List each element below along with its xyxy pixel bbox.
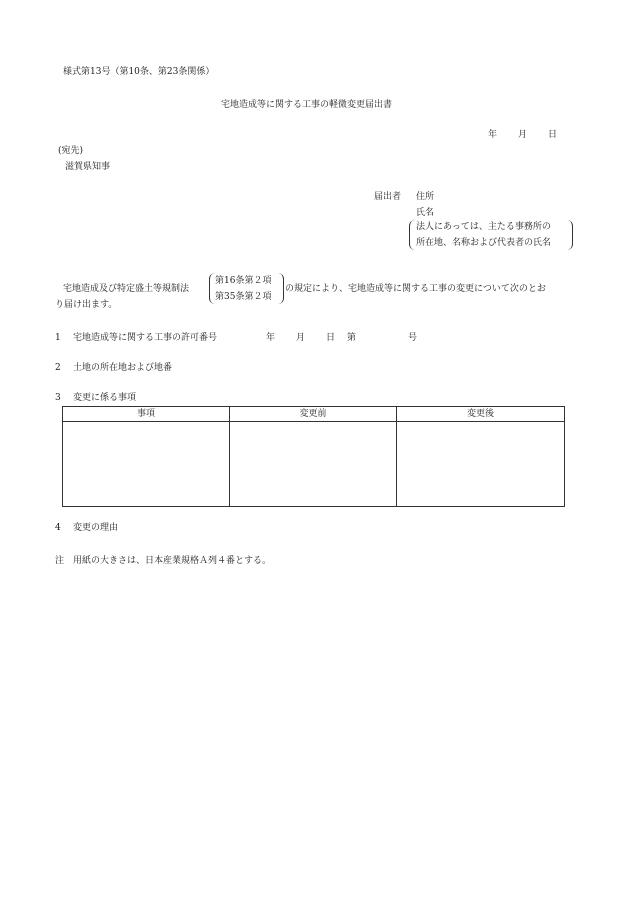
table-row [63,422,565,507]
item1-day: 日 [326,333,336,343]
addressee-label: (宛先) [58,146,84,156]
corporate-note-line1: 法人にあっては、主たる事務所の [416,222,551,232]
item4-label: 変更の理由 [73,523,119,533]
change-table [62,406,565,507]
form-number: 様式第13号（第10条、第23条関係） [63,67,215,77]
article-16: 第16条第２項 [215,276,272,286]
note-text: 用紙の大きさは、日本産業規格Ａ列４番とする。 [73,556,272,566]
item3-label: 変更に係る事項 [73,393,137,403]
item1-month: 月 [296,333,306,343]
item1-number: 1 [55,333,61,343]
date-year: 年 [488,130,498,140]
date-day: 日 [548,130,558,140]
cell-item[interactable] [63,422,230,507]
header-before: 変更前 [230,407,397,422]
header-after: 変更後 [397,407,565,422]
item4-number: 4 [55,523,61,533]
item1-dai: 第 [347,333,357,343]
name-label: 氏名 [416,208,435,218]
date-month: 月 [518,130,528,140]
document-title: 宅地造成等に関する工事の軽微変更届出書 [221,100,393,110]
corporate-note-line2: 所在地、名称および代表者の氏名 [416,238,552,248]
notifier-label: 届出者 [374,192,402,202]
header-item: 事項 [63,407,230,422]
cell-before[interactable] [230,422,397,507]
address-label: 住所 [416,192,435,202]
item3-number: 3 [55,393,61,403]
item2-label: 土地の所在地および地番 [73,363,173,373]
item1-label: 宅地造成等に関する工事の許可番号 [73,333,218,343]
body-suffix: の規定により、宅地造成等に関する工事の変更について次のとお [285,284,546,294]
item1-year: 年 [266,333,276,343]
note-label: 注 [55,556,65,566]
body-line2: り届け出ます。 [55,300,118,310]
article-35: 第35条第２項 [215,292,272,302]
item1-go: 号 [408,333,418,343]
cell-after[interactable] [397,422,565,507]
addressee-name: 滋賀県知事 [65,162,111,172]
body-prefix: 宅地造成及び特定盛土等規制法 [63,284,190,294]
table-header-row [63,407,565,422]
item2-number: 2 [55,363,61,373]
